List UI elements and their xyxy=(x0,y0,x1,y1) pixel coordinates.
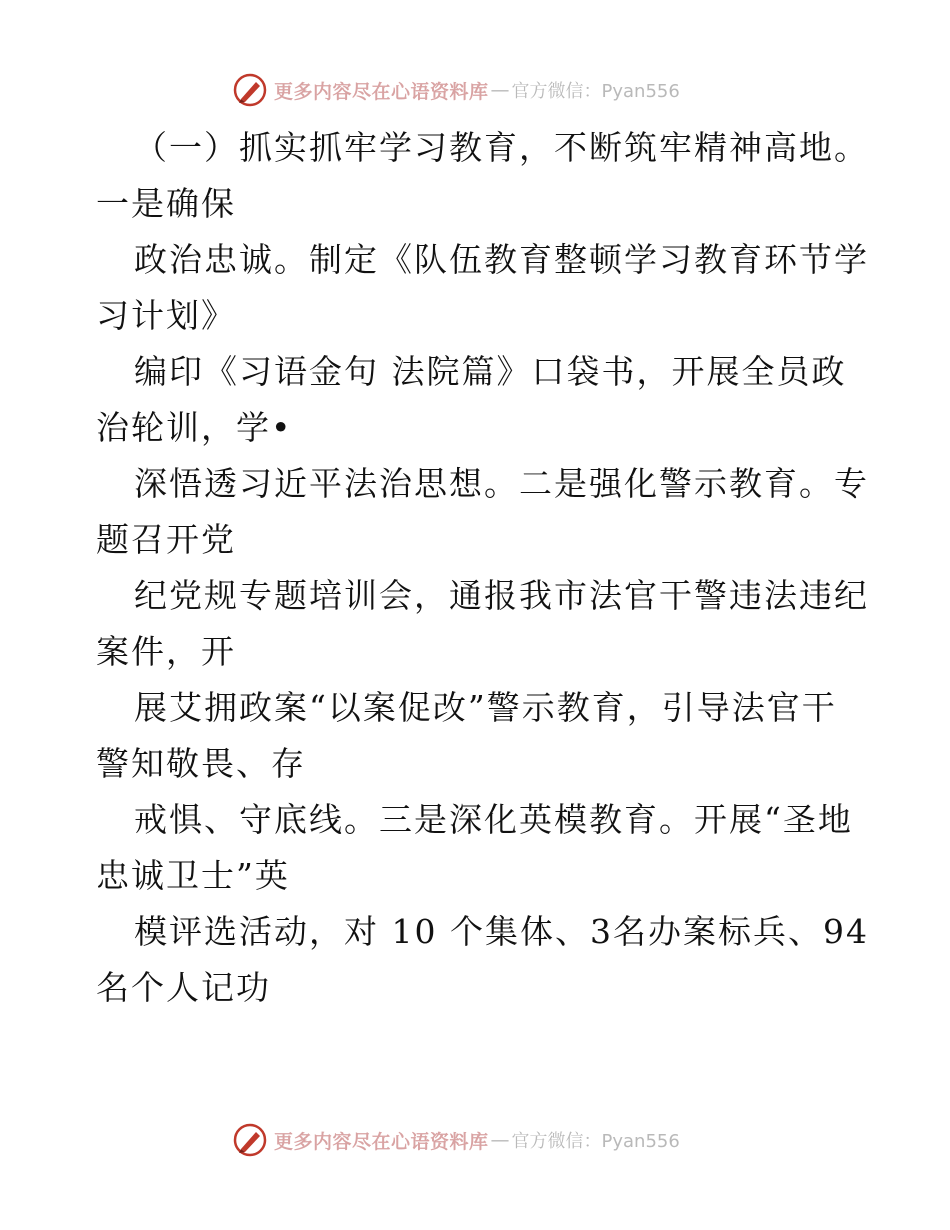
text-line: 题召开党 xyxy=(96,520,236,559)
watermark-dash: — xyxy=(490,79,510,101)
text-line: 案件，开 xyxy=(96,632,236,671)
text-line: 忠诚卫士”英 xyxy=(96,856,290,895)
pen-logo-icon xyxy=(232,72,268,108)
watermark-dash: — xyxy=(490,1129,510,1151)
text-line: 深悟透习近平法治思想。二是强化警示教育。专 xyxy=(134,464,869,503)
text-line: 编印《习语金句 法院篇》口袋书，开展全员政 xyxy=(134,352,847,391)
text-line: 治轮训，学• xyxy=(96,408,293,447)
text-line: 政治忠诚。制定《队伍教育整顿学习教育环节学 xyxy=(134,240,869,279)
text-line: 习计划》 xyxy=(96,296,236,335)
text-line: （一）抓实抓牢学习教育，不断筑牢精神高地。 xyxy=(134,128,869,167)
watermark-subtitle: 官方微信：Pyan556 xyxy=(511,81,680,102)
watermark-title: 更多内容尽在心语资料库 xyxy=(274,80,489,103)
text-line: 模评选活动，对 10 个集体、3名办案标兵、94 xyxy=(134,912,869,951)
footer-watermark xyxy=(232,1122,680,1158)
text-line: 戒惧、守底线。三是深化英模教育。开展“圣地 xyxy=(134,800,853,839)
watermark-subtitle: 官方微信：Pyan556 xyxy=(511,1131,680,1152)
text-line: 纪党规专题培训会，通报我市法官干警违法违纪 xyxy=(134,576,869,615)
document-body xyxy=(96,120,869,1016)
header-watermark xyxy=(232,72,680,108)
watermark-title: 更多内容尽在心语资料库 xyxy=(274,1130,489,1153)
pen-logo-icon xyxy=(232,1122,268,1158)
text-line: 名个人记功 xyxy=(96,968,271,1007)
text-line: 一是确保 xyxy=(96,184,236,223)
text-line: 警知敬畏、存 xyxy=(96,744,306,783)
text-line: 展艾拥政案“以案促改”警示教育，引导法官干 xyxy=(134,688,837,727)
